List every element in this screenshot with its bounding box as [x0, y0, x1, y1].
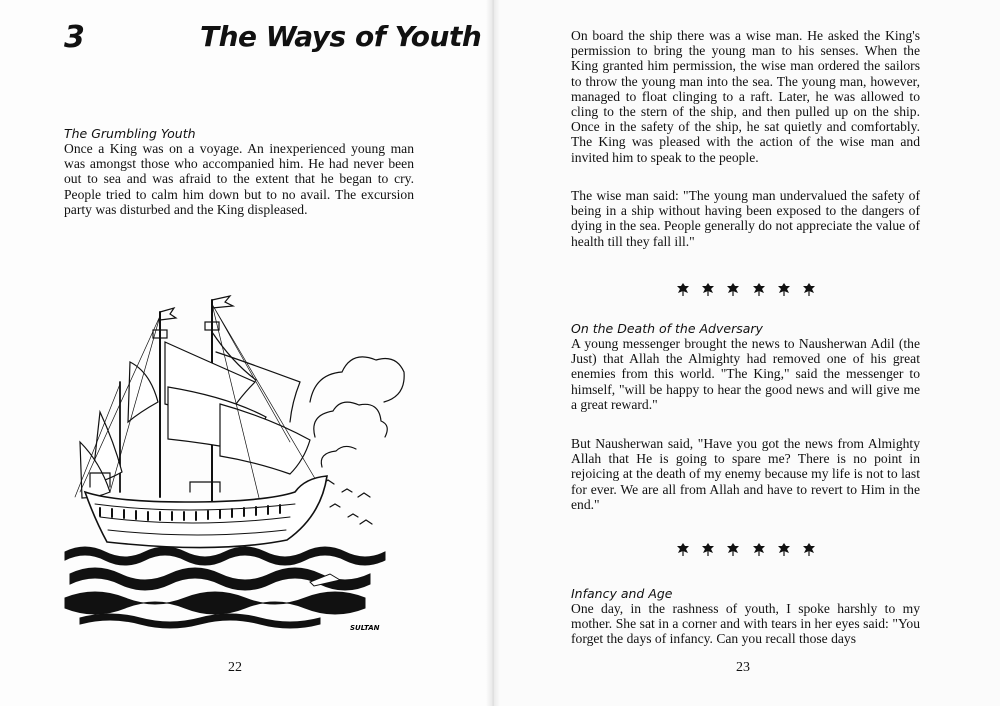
chapter-title: The Ways of Youth — [200, 20, 482, 53]
page-number-right: 23 — [736, 660, 750, 675]
flower-ornament-icon — [726, 282, 740, 296]
right-section-2 — [571, 321, 920, 412]
flower-ornament-icon — [726, 542, 740, 556]
ship-illustration — [60, 292, 410, 637]
section-heading: The Grumbling Youth — [64, 126, 196, 141]
right-paragraph-1 — [571, 28, 920, 165]
ornament-divider — [676, 542, 816, 556]
flower-ornament-icon — [777, 542, 791, 556]
paragraph: One day, in the rashness of youth, I spoke harshly to my mother. She sat in a corner and with tears in her eyes said: "You forget the days of infancy. Can you recall those days — [571, 601, 920, 647]
illustration-signature: SULTAN — [350, 624, 380, 632]
right-paragraph-4 — [571, 436, 920, 512]
right-section-3 — [571, 586, 920, 647]
section-heading: Infancy and Age — [571, 586, 673, 601]
paragraph: A young messenger brought the news to Nausherwan Adil (the Just) that Allah the Almighty had removed one of his great enemies from this world. "The King," said the messenger to himself, "will be happy to hear the good news and will give me a great reward." — [571, 336, 920, 412]
paragraph: The wise man said: "The young man undervalued the safety of being in a ship without having been exposed to the dangers of dying in the sea. People generally do not appreciate the value of health till they fall ill." — [571, 188, 920, 249]
right-paragraph-2 — [571, 188, 920, 249]
page-number-left: 22 — [228, 660, 242, 675]
flower-ornament-icon — [701, 542, 715, 556]
paragraph: Once a King was on a voyage. An inexperienced young man was amongst those who accompanied him. He had never been out to sea and was afraid to the extent that he began to cry. People tried to calm him down but to no avail. The excursion party was disturbed and the King displeased. — [64, 141, 414, 217]
ornament-divider — [676, 282, 816, 296]
book-gutter — [486, 0, 500, 706]
flower-ornament-icon — [802, 282, 816, 296]
flower-ornament-icon — [802, 542, 816, 556]
flower-ornament-icon — [701, 282, 715, 296]
flower-ornament-icon — [676, 282, 690, 296]
left-text-block — [64, 126, 414, 217]
section-heading: On the Death of the Adversary — [571, 321, 763, 336]
paragraph: But Nausherwan said, "Have you got the news from Almighty Allah that He is going to spare me? There is no point in rejoicing at the death of my enemy because my life is not to last for ever. We are all from Allah and have to revert to Him in the end." — [571, 436, 920, 512]
flower-ornament-icon — [676, 542, 690, 556]
flower-ornament-icon — [752, 282, 766, 296]
flower-ornament-icon — [777, 282, 791, 296]
paragraph: On board the ship there was a wise man. He asked the King's permission to bring the young man to his senses. When the King granted him permission, the wise man ordered the sailors to throw the young man into the sea. The young man, however, managed to float clinging to a raft. Later, he was allowed to cling to the stern of the ship, and then pulled up on the ship. Once in the safety of the ship, he sat quietly and comfortably. The King was pleased with the action of the wise man and invited him to speak to the people. — [571, 28, 920, 165]
chapter-number: 3 — [64, 20, 86, 55]
flower-ornament-icon — [752, 542, 766, 556]
